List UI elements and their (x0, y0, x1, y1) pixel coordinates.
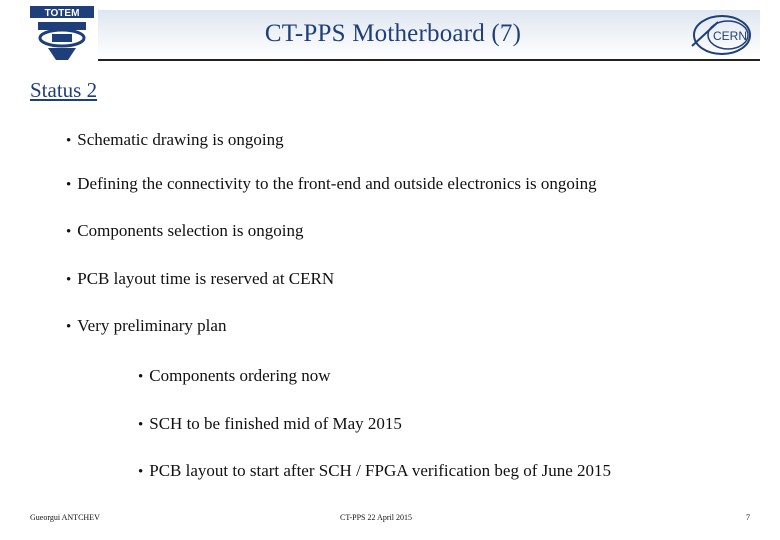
bullet-text: Schematic drawing is ongoing (77, 130, 284, 149)
cern-logo (688, 12, 758, 58)
bullet-dot-icon: • (138, 417, 144, 433)
bullet-text: Very preliminary plan (77, 316, 227, 335)
sub-bullet-text: Components ordering now (149, 366, 331, 385)
bullet-text: PCB layout time is reserved at CERN (77, 269, 335, 288)
bullet-item (66, 174, 597, 194)
footer-center: CT-PPS 22 April 2015 (340, 513, 412, 522)
bullet-item (66, 221, 303, 241)
bullet-dot-icon: • (138, 464, 144, 480)
slide-header (0, 0, 780, 62)
footer-author: Gueorgui ANTCHEV (30, 513, 100, 522)
bullet-item (66, 316, 226, 336)
sub-bullet-item (138, 366, 331, 386)
bullet-dot-icon: • (138, 369, 144, 385)
svg-text:CERN: CERN (712, 29, 748, 43)
bullet-dot-icon: • (66, 133, 72, 149)
bullet-item (66, 269, 334, 289)
bullet-dot-icon: • (66, 272, 72, 288)
totem-logo (26, 4, 98, 62)
svg-text:TOTEM: TOTEM (44, 8, 80, 19)
sub-bullet-text: SCH to be finished mid of May 2015 (149, 414, 402, 433)
sub-bullet-text: PCB layout to start after SCH / FPGA verification beg of June 2015 (149, 461, 612, 480)
footer-page-number: 7 (746, 513, 750, 522)
bullet-dot-icon: • (66, 224, 72, 240)
bullet-text: Defining the connectivity to the front-end and outside electronics is ongoing (77, 174, 597, 193)
bullet-dot-icon: • (66, 177, 72, 193)
slide-title: CT-PPS Motherboard (7) (264, 20, 522, 47)
section-title: Status 2 (30, 78, 98, 102)
header-rule (98, 59, 760, 61)
bullet-dot-icon: • (66, 319, 72, 335)
sub-bullet-item (138, 461, 611, 481)
sub-bullet-item (138, 414, 402, 434)
bullet-item (66, 130, 284, 150)
bullet-text: Components selection is ongoing (77, 221, 304, 240)
